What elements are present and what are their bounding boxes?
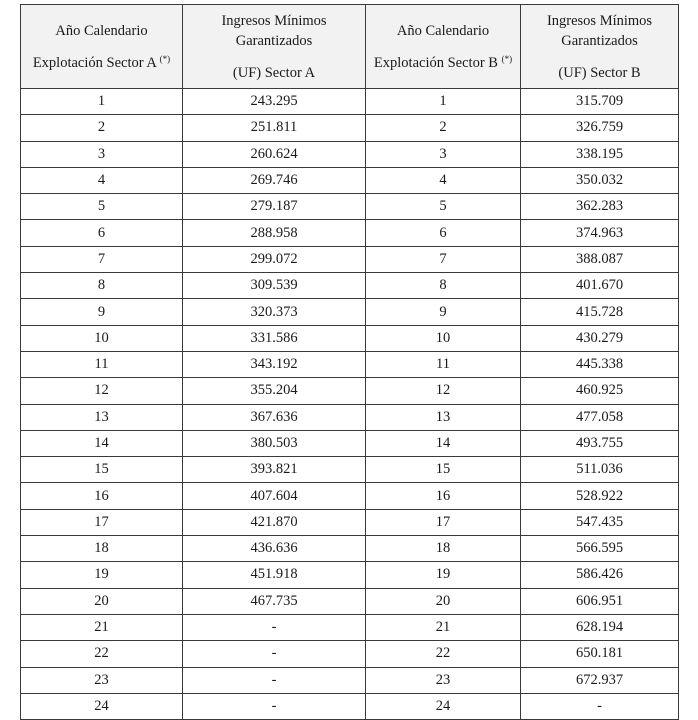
table-header xyxy=(21,5,679,89)
income-sector-b-cell: 650.181 xyxy=(521,641,679,667)
income-sector-a-cell: 355.204 xyxy=(183,378,366,404)
income-sector-b-cell: 547.435 xyxy=(521,509,679,535)
income-sector-a-cell: - xyxy=(183,614,366,640)
year-sector-a-cell: 4 xyxy=(21,167,183,193)
year-sector-b-cell: 19 xyxy=(366,562,521,588)
income-sector-a-cell: 251.811 xyxy=(183,115,366,141)
table-row xyxy=(21,614,679,640)
header-line: Ingresos Mínimos xyxy=(546,12,653,29)
table-row xyxy=(21,115,679,141)
income-sector-b-cell: 672.937 xyxy=(521,667,679,693)
year-sector-a-cell: 13 xyxy=(21,404,183,430)
year-sector-a-cell: 5 xyxy=(21,194,183,220)
header-row xyxy=(21,5,679,89)
year-sector-a-cell: 23 xyxy=(21,667,183,693)
year-sector-a-cell: 1 xyxy=(21,89,183,115)
year-sector-a-cell: 3 xyxy=(21,141,183,167)
income-sector-b-cell: 566.595 xyxy=(521,536,679,562)
income-sector-a-cell: 407.604 xyxy=(183,483,366,509)
year-sector-b-cell: 16 xyxy=(366,483,521,509)
table-row xyxy=(21,299,679,325)
header-year-sector-b xyxy=(366,5,521,89)
year-sector-b-cell: 22 xyxy=(366,641,521,667)
footnote-marker: (*) xyxy=(159,53,171,64)
table-row xyxy=(21,246,679,272)
header-line: Año Calendario xyxy=(396,22,490,39)
year-sector-a-cell: 22 xyxy=(21,641,183,667)
table-row xyxy=(21,141,679,167)
table-row xyxy=(21,325,679,351)
table-row xyxy=(21,167,679,193)
table-row xyxy=(21,667,679,693)
income-sector-a-cell: 309.539 xyxy=(183,273,366,299)
income-sector-a-cell: 288.958 xyxy=(183,220,366,246)
header-line xyxy=(21,53,182,73)
year-sector-a-cell: 19 xyxy=(21,562,183,588)
header-line: (UF) Sector A xyxy=(232,64,316,81)
header-text: Explotación Sector A xyxy=(32,54,157,71)
year-sector-b-cell: 15 xyxy=(366,457,521,483)
year-sector-a-cell: 21 xyxy=(21,614,183,640)
year-sector-a-cell: 17 xyxy=(21,509,183,535)
table-row xyxy=(21,588,679,614)
income-sector-a-cell: 467.735 xyxy=(183,588,366,614)
income-sector-a-cell: 380.503 xyxy=(183,430,366,456)
year-sector-a-cell: 6 xyxy=(21,220,183,246)
income-sector-a-cell: - xyxy=(183,641,366,667)
income-sector-b-cell: 326.759 xyxy=(521,115,679,141)
income-sector-b-cell: 586.426 xyxy=(521,562,679,588)
header-line: Año Calendario xyxy=(55,22,148,39)
year-sector-b-cell: 2 xyxy=(366,115,521,141)
year-sector-b-cell: 23 xyxy=(366,667,521,693)
year-sector-a-cell: 20 xyxy=(21,588,183,614)
table-row xyxy=(21,430,679,456)
header-line: (UF) Sector B xyxy=(558,64,641,81)
income-sector-b-cell: 388.087 xyxy=(521,246,679,272)
income-sector-b-cell: 445.338 xyxy=(521,351,679,377)
year-sector-b-cell: 1 xyxy=(366,89,521,115)
table-row xyxy=(21,378,679,404)
year-sector-a-cell: 7 xyxy=(21,246,183,272)
year-sector-b-cell: 4 xyxy=(366,167,521,193)
header-text: Explotación Sector B xyxy=(373,54,498,71)
income-sector-a-cell: 331.586 xyxy=(183,325,366,351)
table-row xyxy=(21,536,679,562)
year-sector-b-cell: 18 xyxy=(366,536,521,562)
year-sector-a-cell: 18 xyxy=(21,536,183,562)
year-sector-a-cell: 16 xyxy=(21,483,183,509)
year-sector-b-cell: 6 xyxy=(366,220,521,246)
table-row xyxy=(21,483,679,509)
table-row xyxy=(21,194,679,220)
year-sector-b-cell: 9 xyxy=(366,299,521,325)
header-year-sector-a xyxy=(21,5,183,89)
year-sector-a-cell: 11 xyxy=(21,351,183,377)
year-sector-a-cell: 15 xyxy=(21,457,183,483)
header-line: Ingresos Mínimos xyxy=(221,12,327,29)
year-sector-b-cell: 20 xyxy=(366,588,521,614)
income-sector-a-cell: 421.870 xyxy=(183,509,366,535)
year-sector-b-cell: 14 xyxy=(366,430,521,456)
year-sector-a-cell: 24 xyxy=(21,693,183,719)
income-sector-b-cell: 528.922 xyxy=(521,483,679,509)
income-sector-a-cell: 299.072 xyxy=(183,246,366,272)
year-sector-a-cell: 2 xyxy=(21,115,183,141)
income-sector-a-cell: 279.187 xyxy=(183,194,366,220)
income-sector-b-cell: 350.032 xyxy=(521,167,679,193)
table-row xyxy=(21,220,679,246)
year-sector-b-cell: 5 xyxy=(366,194,521,220)
income-sector-b-cell: 374.963 xyxy=(521,220,679,246)
income-sector-b-cell: 315.709 xyxy=(521,89,679,115)
income-sector-b-cell: 606.951 xyxy=(521,588,679,614)
income-sector-b-cell: 415.728 xyxy=(521,299,679,325)
year-sector-a-cell: 12 xyxy=(21,378,183,404)
header-line xyxy=(366,53,520,73)
income-sector-a-cell: - xyxy=(183,693,366,719)
year-sector-a-cell: 10 xyxy=(21,325,183,351)
year-sector-a-cell: 14 xyxy=(21,430,183,456)
income-sector-a-cell: 260.624 xyxy=(183,141,366,167)
income-sector-b-cell: 511.036 xyxy=(521,457,679,483)
year-sector-b-cell: 12 xyxy=(366,378,521,404)
year-sector-b-cell: 13 xyxy=(366,404,521,430)
header-line: Garantizados xyxy=(235,32,313,49)
year-sector-b-cell: 21 xyxy=(366,614,521,640)
table-row xyxy=(21,404,679,430)
income-sector-b-cell: 628.194 xyxy=(521,614,679,640)
income-sector-a-cell: 343.192 xyxy=(183,351,366,377)
year-sector-b-cell: 7 xyxy=(366,246,521,272)
income-sector-a-cell: 269.746 xyxy=(183,167,366,193)
year-sector-a-cell: 8 xyxy=(21,273,183,299)
table-row xyxy=(21,693,679,719)
table-body xyxy=(21,89,679,720)
income-sector-b-cell: 401.670 xyxy=(521,273,679,299)
income-sector-a-cell: 367.636 xyxy=(183,404,366,430)
year-sector-b-cell: 11 xyxy=(366,351,521,377)
table-row xyxy=(21,351,679,377)
income-sector-a-cell: 243.295 xyxy=(183,89,366,115)
income-sector-b-cell: 477.058 xyxy=(521,404,679,430)
year-sector-b-cell: 10 xyxy=(366,325,521,351)
table-row xyxy=(21,273,679,299)
income-sector-b-cell: 430.279 xyxy=(521,325,679,351)
income-sector-b-cell: - xyxy=(521,693,679,719)
income-sector-b-cell: 460.925 xyxy=(521,378,679,404)
year-sector-b-cell: 17 xyxy=(366,509,521,535)
table-row xyxy=(21,562,679,588)
year-sector-b-cell: 3 xyxy=(366,141,521,167)
table-row xyxy=(21,457,679,483)
income-sector-a-cell: 320.373 xyxy=(183,299,366,325)
year-sector-a-cell: 9 xyxy=(21,299,183,325)
income-sector-a-cell: 393.821 xyxy=(183,457,366,483)
header-income-sector-b xyxy=(521,5,679,89)
income-sector-b-cell: 362.283 xyxy=(521,194,679,220)
income-sector-b-cell: 493.755 xyxy=(521,430,679,456)
table-row xyxy=(21,509,679,535)
minimum-income-table xyxy=(20,4,679,720)
income-sector-a-cell: 436.636 xyxy=(183,536,366,562)
income-sector-b-cell: 338.195 xyxy=(521,141,679,167)
income-sector-a-cell: - xyxy=(183,667,366,693)
header-income-sector-a xyxy=(183,5,366,89)
header-line: Garantizados xyxy=(561,32,638,49)
income-sector-a-cell: 451.918 xyxy=(183,562,366,588)
year-sector-b-cell: 8 xyxy=(366,273,521,299)
footnote-marker: (*) xyxy=(501,53,513,64)
table-row xyxy=(21,641,679,667)
year-sector-b-cell: 24 xyxy=(366,693,521,719)
table-row xyxy=(21,89,679,115)
